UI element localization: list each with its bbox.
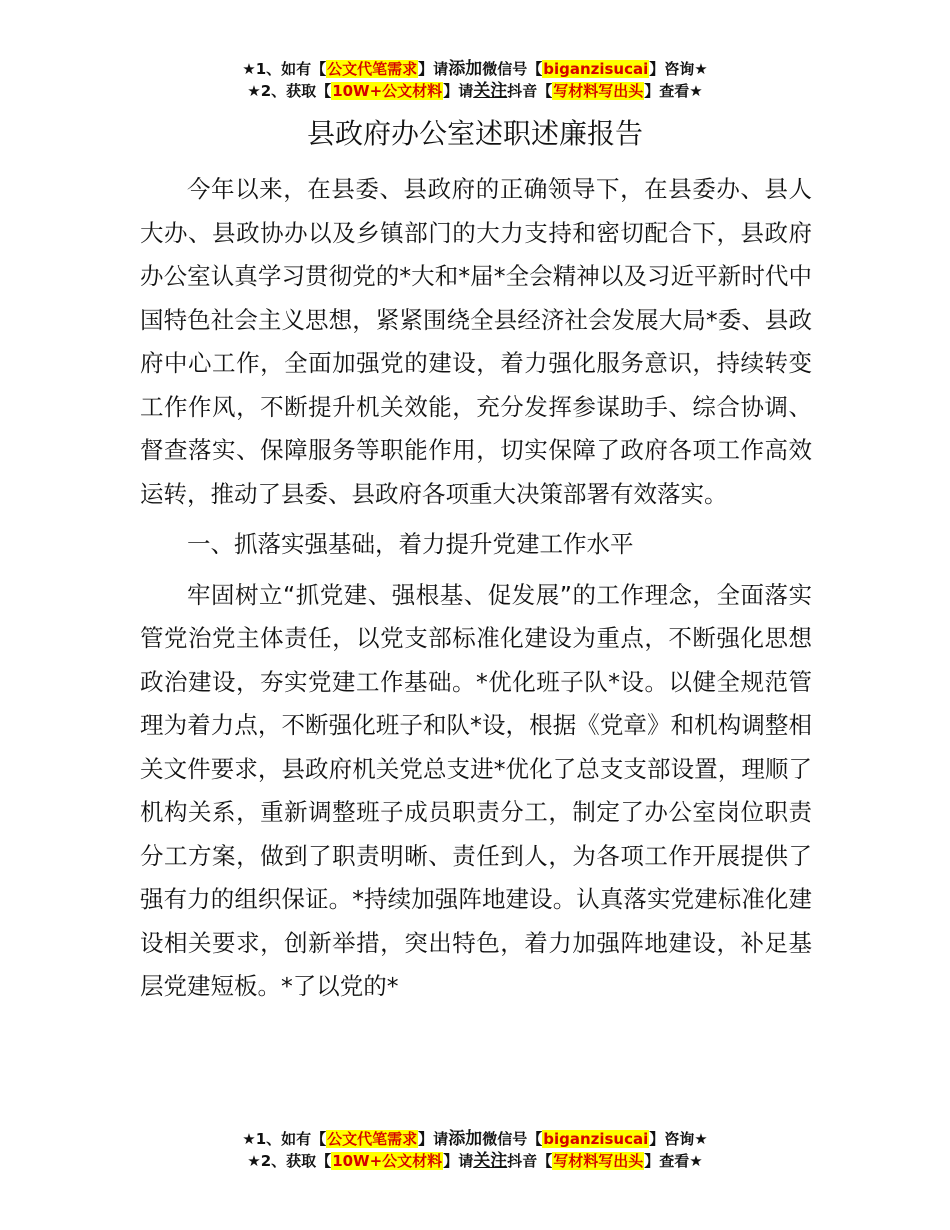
document-body <box>140 168 812 1009</box>
banner-text: 抖音【 <box>507 82 553 100</box>
banner-emphasis: 添加 <box>448 59 483 79</box>
section-heading: 一、抓落实强基础，着力提升党建工作水平 <box>187 530 634 558</box>
banner-highlight: biganzisucai <box>543 60 649 78</box>
banner-line-1 <box>0 58 950 80</box>
banner-highlight: 10W+公文材料 <box>332 82 443 100</box>
banner-text: 】请 <box>418 60 449 78</box>
banner-text: 微信号【 <box>482 1130 543 1148</box>
banner-highlight: biganzisucai <box>543 1130 649 1148</box>
banner-text: 】请 <box>443 82 474 100</box>
banner-text: 】查看★ <box>644 1152 703 1170</box>
banner-text: ★1、如有【 <box>242 1130 327 1148</box>
banner-text: 抖音【 <box>507 1152 553 1170</box>
banner-line-2 <box>0 80 950 102</box>
banner-highlight: 公文代笔需求 <box>327 1130 418 1148</box>
banner-highlight: 公文代笔需求 <box>327 60 418 78</box>
banner-emphasis: 关注 <box>473 1151 508 1171</box>
body-paragraph: 牢固树立“抓党建、强根基、促发展”的工作理念，全面落实管党治党主体责任，以党支部标准化建设为重点，不断强化思想政治建设，夯实党建工作基础。*优化班子队*设。以健全规范管理为着力点，不断强化班子和队*设，根据《党章》和机构调整相关文件要求，县政府机关党总支进*优化了总支支部设置，理顺了机构关系，重新调整班子成员职责分工，制定了办公室岗位职责分工方案，做到了职责明晰、责任到人，为各项工作开展提供了强有力的组织保证。*持续加强阵地建设。认真落实党建标准化建设相关要求，创新举措，突出特色，着力加强阵地建设，补足基层党建短板。*了以党的* <box>140 580 812 1000</box>
banner-line-1 <box>0 1128 950 1150</box>
banner-emphasis: 添加 <box>448 1129 483 1149</box>
banner-line-2 <box>0 1150 950 1172</box>
banner-text: 】咨询★ <box>649 60 708 78</box>
banner-emphasis: 关注 <box>473 81 508 101</box>
footer-banner <box>0 1128 950 1172</box>
banner-text: 】请 <box>443 1152 474 1170</box>
banner-text: 】请 <box>418 1130 449 1148</box>
banner-text: 微信号【 <box>482 60 543 78</box>
banner-highlight: 10W+公文材料 <box>332 1152 443 1170</box>
banner-text: 】咨询★ <box>649 1130 708 1148</box>
body-paragraph: 今年以来，在县委、县政府的正确领导下，在县委办、县人大办、县政协办以及乡镇部门的大力支持和密切配合下，县政府办公室认真学习贯彻党的*大和*届*全会精神以及习近平新时代中国特色社会主义思想，紧紧围绕全县经济社会发展大局*委、县政府中心工作，全面加强党的建设，着力强化服务意识，持续转变工作作风，不断提升机关效能，充分发挥参谋助手、综合协调、督查落实、保障服务等职能作用，切实保障了政府各项工作高效运转，推动了县委、县政府各项重大决策部署有效落实。 <box>140 175 812 508</box>
banner-text: ★2、获取【 <box>247 1152 332 1170</box>
banner-highlight: 写材料写出头 <box>553 82 644 100</box>
header-banner <box>0 58 950 102</box>
document-title: 县政府办公室述职述廉报告 <box>306 117 643 150</box>
banner-highlight: 写材料写出头 <box>553 1152 644 1170</box>
banner-text: ★2、获取【 <box>247 82 332 100</box>
banner-text: 】查看★ <box>644 82 703 100</box>
banner-text: ★1、如有【 <box>242 60 327 78</box>
